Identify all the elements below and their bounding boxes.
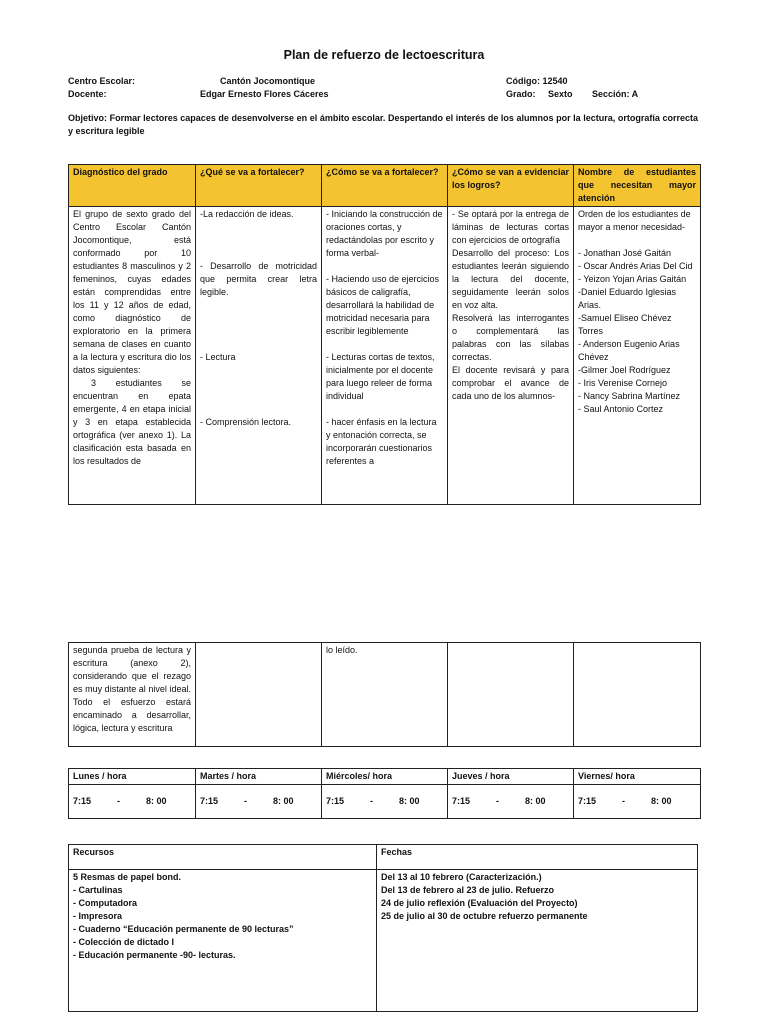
student-name: -Gilmer Joel Rodríguez (578, 365, 671, 375)
time-cell (196, 785, 322, 819)
time-end: 8: 00 (525, 796, 546, 806)
diagnostico-cell (69, 207, 196, 505)
diagnostic-table (68, 164, 701, 505)
estudiantes-intro: Orden de los estudiantes de mayor a menor necesidad- (578, 209, 691, 232)
resources-list (69, 870, 377, 1012)
como-item: - hacer énfasis en la lectura y entonación correcta, se incorporarán cuestionarios referentes a (326, 417, 437, 466)
seccion: Sección: A (592, 89, 639, 99)
student-name: - Nancy Sabrina Martínez (578, 391, 681, 401)
date-item: Del 13 al 10 febrero (Caracterización.) (381, 872, 542, 882)
evidenciar-item: El docente revisará y para comprobar el avance de cada uno de los alumnos- (452, 365, 569, 401)
grado-value: Sexto (548, 89, 573, 99)
student-name: -Daniel Eduardo Iglesias Arias. (578, 287, 677, 310)
docente-value: Edgar Ernesto Flores Cáceres (200, 89, 329, 99)
student-name: - Jonathan José Gaitán (578, 248, 672, 258)
empty-cell (196, 643, 322, 747)
date-item: 25 de julio al 30 de octubre refuerzo permanente (381, 911, 588, 921)
centro-label: Centro Escolar: (68, 76, 136, 86)
day-jueves: Jueves / hora (448, 769, 574, 785)
resource-item: 5 Resmas de papel bond. (73, 872, 182, 882)
time-cell (574, 785, 701, 819)
resource-item: - Impresora (73, 911, 123, 921)
day-miercoles: Miércoles/ hora (322, 769, 448, 785)
centro-value: Cantón Jocomontique (220, 76, 315, 86)
docente-label: Docente: (68, 89, 107, 99)
schedule-table (68, 768, 701, 819)
resource-item: - Cuaderno “Educación permanente de 90 lecturas” (73, 924, 294, 934)
day-martes: Martes / hora (196, 769, 322, 785)
diagnostic-table-continued (68, 642, 701, 747)
resource-item: - Educación permanente -90- lecturas. (73, 950, 236, 960)
time-cell (448, 785, 574, 819)
time-cell (322, 785, 448, 819)
codigo: Código: 12540 (506, 76, 568, 86)
objective: Objetivo: Formar lectores capaces de desenvolverse en el ámbito escolar. Despertando el interés de los alumnos por la lectura, ortografía correcta y escritura legible (68, 113, 698, 136)
dates-list (377, 870, 698, 1012)
fortalecer-cell (196, 207, 322, 505)
como-fortalecer-cell (322, 207, 448, 505)
time-start: 7:15 (452, 796, 471, 806)
evidenciar-item: Resolverá las interrogantes o complementará las palabras con las sílabas correctas. (452, 313, 569, 362)
date-item: Del 13 de febrero al 23 de julio. Refuerzo (381, 885, 555, 895)
diagnostico-cont: segunda prueba de lectura y escritura (anexo 2), considerando que el rezago es muy distante al nivel ideal. Todo el esfuerzo estará encaminado a desarrollar, lógica, lectura y escritura (69, 643, 196, 747)
resource-item: - Colección de dictado I (73, 937, 175, 947)
student-name: - Anderson Eugenio Arias Chévez (578, 339, 680, 362)
como-item: - Iniciando la construcción de oraciones cortas, y redactándolas por escrito y forma verbal- (326, 209, 443, 258)
estudiantes-cell (574, 207, 701, 505)
como-item: - Haciendo uso de ejercicios básicos de caligrafía, desarrollará la habilidad de motricidad necesaria para escribir legiblemente (326, 274, 440, 336)
diagnostico-text: El grupo de sexto grado del Centro Escolar Cantón Jocomontique, está conformado por 10 estudiantes 8 masculinos y 2 femeninos, cuyas edades están comprendidas entre los 11 y 12 años de edad, como diagnóstico de exploratorio en la primera semana de clases en cuanto a la lectura y escritura dio los datos siguientes: (73, 209, 191, 375)
day-viernes: Viernes/ hora (574, 769, 701, 785)
evidenciar-cell (448, 207, 574, 505)
header-estudiantes-atencion: Nombre de estudiantes que necesitan mayor atención (574, 165, 701, 207)
empty-cell (574, 643, 701, 747)
header-como-fortalecer: ¿Cómo se va a fortalecer? (322, 165, 448, 207)
fortalecer-item: - Comprensión lectora. (200, 417, 292, 427)
student-name: - Iris Verenise Cornejo (578, 378, 668, 388)
date-item: 24 de julio reflexión (Evaluación del Proyecto) (381, 898, 578, 908)
day-lunes: Lunes / hora (69, 769, 196, 785)
time-start: 7:15 (326, 796, 345, 806)
header-diagnostico: Diagnóstico del grado (69, 165, 196, 207)
resources-header: Recursos (69, 845, 377, 870)
diagnostico-text-2: 3 estudiantes se encuentran en epata emergente, 4 en etapa inicial y 3 en etapa establecida ortográfica (ver anexo 1). La clasificación esta basada en los resultados de (73, 378, 191, 466)
evidenciar-item: - Se optará por la entrega de láminas de lecturas cortas con ejercicios de ortografía (452, 209, 569, 245)
como-item: - Lecturas cortas de textos, inicialmente por el docente para luego releer de forma individual (326, 352, 435, 401)
student-name: - Saul Antonio Cortez (578, 404, 664, 414)
empty-cell (448, 643, 574, 747)
time-start: 7:15 (73, 796, 92, 806)
resource-item: - Computadora (73, 898, 137, 908)
evidenciar-item: Desarrollo del proceso: Los estudiantes leerán siguiendo la lectura del docente, seguidamente leerán solos en voz alta. (452, 248, 569, 310)
dates-header: Fechas (377, 845, 698, 870)
page-title: Plan de refuerzo de lectoescritura (283, 48, 485, 62)
header-evidenciar-logros: ¿Cómo se van a evidenciar los logros? (448, 165, 574, 207)
grado-label: Grado: (506, 89, 536, 99)
time-dash: - (244, 796, 248, 806)
time-end: 8: 00 (273, 796, 294, 806)
student-name: -Samuel Eliseo Chévez Torres (578, 313, 672, 336)
time-end: 8: 00 (651, 796, 672, 806)
student-name: - Yeizon Yojan Arias Gaitán (578, 274, 687, 284)
resource-item: - Cartulinas (73, 885, 123, 895)
time-cell (69, 785, 196, 819)
fortalecer-item: -La redacción de ideas. (200, 209, 294, 219)
time-dash: - (117, 796, 121, 806)
student-name: - Oscar Andrés Arias Del Cid (578, 261, 693, 271)
fortalecer-item: - Desarrollo de motricidad que permita crear letra legible. (200, 261, 317, 297)
time-start: 7:15 (200, 796, 219, 806)
header-que-fortalecer: ¿Qué se va a fortalecer? (196, 165, 322, 207)
time-start: 7:15 (578, 796, 597, 806)
time-dash: - (370, 796, 374, 806)
fortalecer-item: - Lectura (200, 352, 236, 362)
time-end: 8: 00 (146, 796, 167, 806)
como-cont: lo leído. (322, 643, 448, 747)
resources-table (68, 844, 698, 1012)
time-dash: - (496, 796, 500, 806)
time-dash: - (622, 796, 626, 806)
time-end: 8: 00 (399, 796, 420, 806)
